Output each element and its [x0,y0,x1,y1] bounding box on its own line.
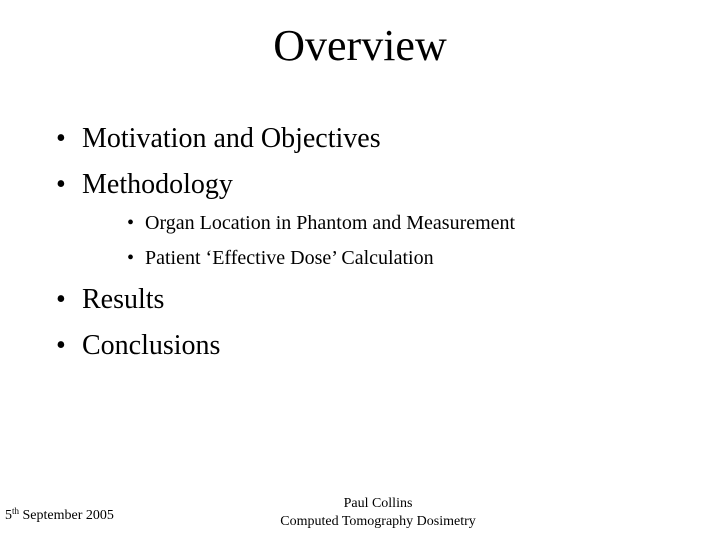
bullet-marker: • [56,123,66,154]
sub-bullet-text: Patient ‘Effective Dose’ Calculation [145,247,434,269]
footer-date [5,507,114,525]
bullet-marker: • [56,169,66,200]
footer-center [238,495,518,531]
sub-bullet-marker: • [127,212,135,234]
bullet-text: Methodology [82,169,233,200]
bullet-marker: • [56,284,66,315]
bullet-text: Conclusions [82,330,221,361]
footer-date-suffix: th [12,506,20,516]
footer-subtitle: Computed Tomography Dosimetry [280,514,476,529]
footer-date-rest: September 2005 [19,508,114,523]
slide-title: Overview [273,21,447,70]
sub-bullet-marker: • [127,247,135,269]
bullet-marker: • [56,330,66,361]
sub-bullet-text: Organ Location in Phantom and Measurement [145,212,516,234]
bullet-text: Results [82,284,165,315]
footer-date-day: 5 [5,508,12,523]
footer-author: Paul Collins [343,496,413,511]
bullet-text: Motivation and Objectives [82,123,381,154]
